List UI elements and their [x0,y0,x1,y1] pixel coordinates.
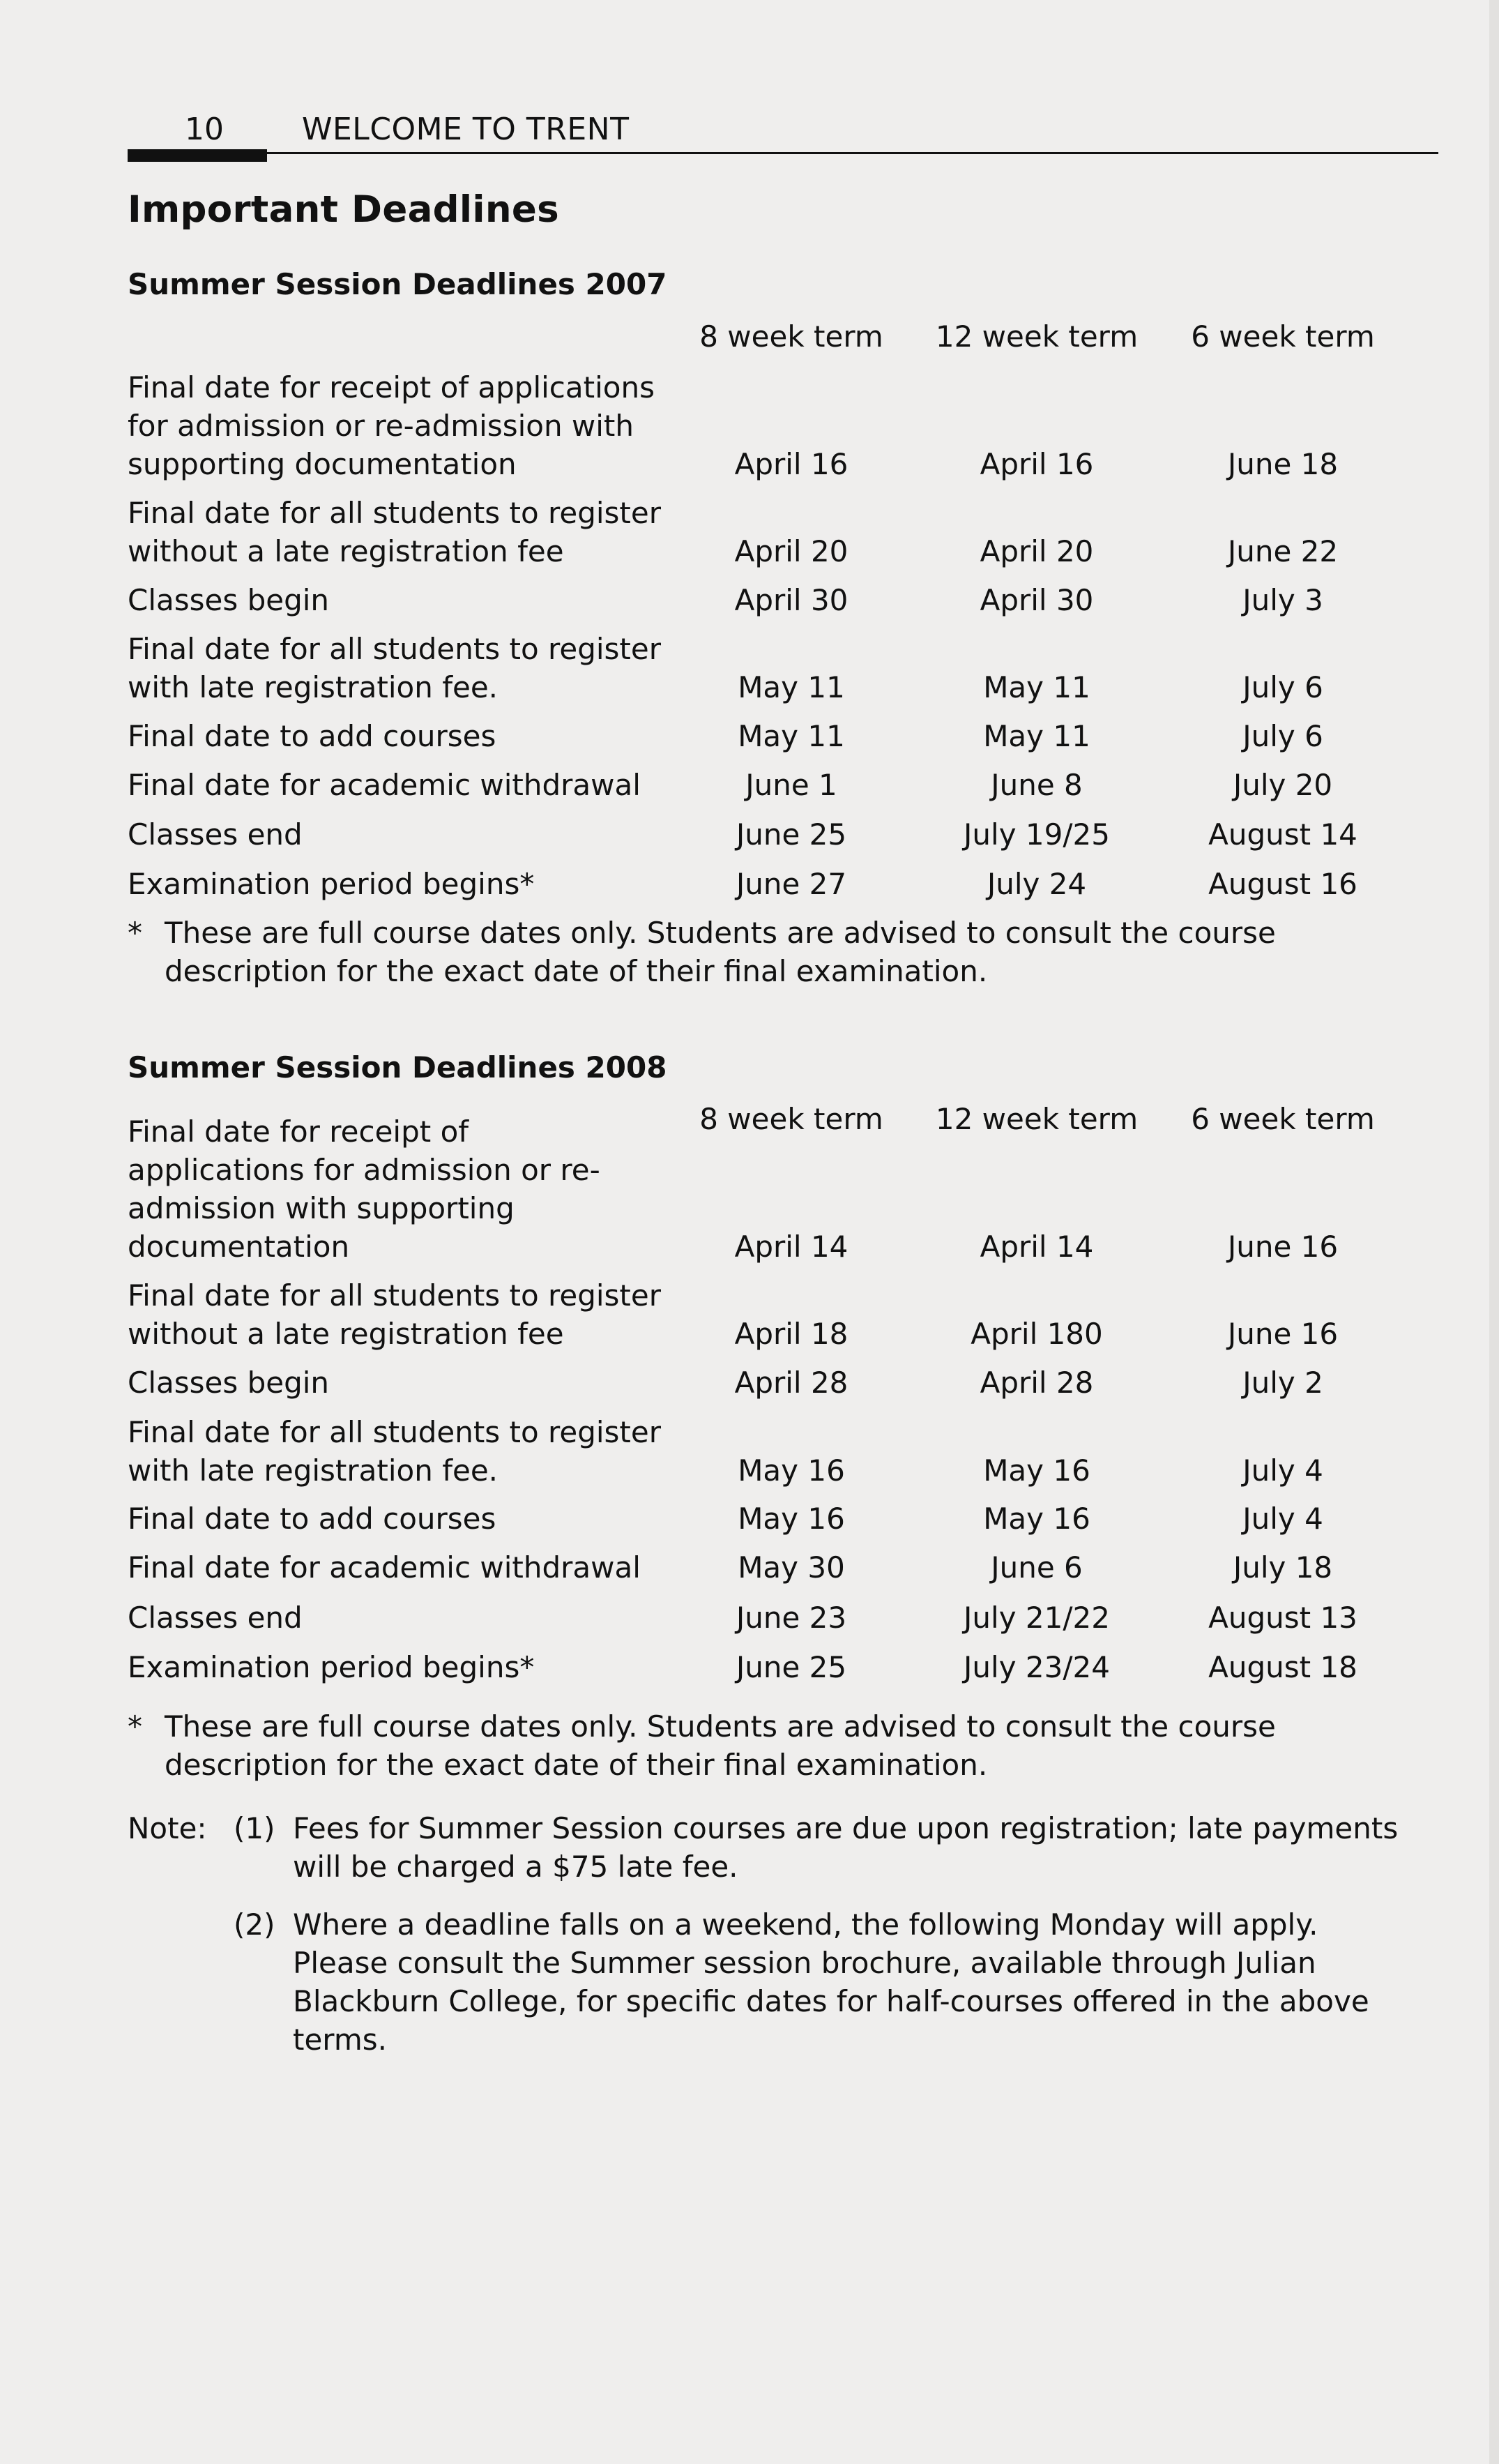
note-item-number: (2) [234,1907,275,1942]
page-title: Important Deadlines [128,188,559,231]
column-header: 12 week term [935,1102,1139,1136]
cell-6-week: July 2 [1242,1366,1323,1400]
column-header: 6 week term [1191,319,1375,354]
header-rule [128,152,1438,154]
cell-8-week: May 11 [738,670,845,704]
table-row [0,1499,1499,1538]
running-title: WELCOME TO TRENT [302,112,630,147]
section-heading-2007: Summer Session Deadlines 2007 [128,267,667,301]
column-header: 12 week term [935,319,1139,354]
cell-8-week: April 30 [734,583,849,617]
cell-6-week: July 6 [1242,719,1323,753]
footnote-marker: * [128,916,142,950]
cell-6-week: July 4 [1242,1453,1323,1488]
row-label: Final date for receipt of applications for admission or re-admission with supporting documentation [128,370,655,481]
cell-8-week: April 14 [734,1230,849,1264]
row-label: Final date for all students to register without a late registration fee [128,496,662,568]
table-row [0,494,1499,570]
cell-6-week: July 18 [1233,1550,1333,1585]
table-row [0,766,1499,804]
cell-8-week: June 25 [736,1650,847,1684]
table-row [0,815,1499,854]
note-item-number: (1) [234,1811,275,1845]
footnote-2008 [128,1707,1424,1784]
cell-12-week: June 8 [991,768,1083,802]
cell-12-week: June 6 [991,1550,1083,1585]
table-row [0,717,1499,755]
cell-12-week: April 16 [980,447,1094,481]
note-label: Note: [128,1811,207,1845]
column-headers-2007 [0,319,1499,361]
cell-12-week: April 180 [971,1317,1103,1351]
table-row [0,1413,1499,1490]
cell-12-week: May 11 [983,670,1090,704]
cell-12-week: April 30 [980,583,1094,617]
table-row [0,865,1499,903]
cell-6-week: June 18 [1227,447,1339,481]
row-label: Final date to add courses [128,1502,496,1536]
cell-6-week: July 20 [1233,768,1333,802]
cell-12-week: July 24 [987,867,1087,901]
cell-6-week: August 16 [1208,867,1357,901]
cell-12-week: April 20 [980,534,1094,568]
cell-12-week: July 23/24 [964,1650,1110,1684]
cell-6-week: August 14 [1208,817,1357,852]
section-heading-2008: Summer Session Deadlines 2008 [128,1050,667,1084]
column-header: 8 week term [699,319,883,354]
table-row [0,368,1499,483]
cell-8-week: May 16 [738,1453,845,1488]
table-row [0,581,1499,619]
row-label: Final date for receipt of applications for admission or re-admission with supporting documentation [128,1114,600,1264]
table-row [0,1598,1499,1637]
cell-8-week: April 18 [734,1317,849,1351]
footnote-text: These are full course dates only. Students are advised to consult the course description for the exact date of their final examination. [165,916,1276,988]
row-label: Classes begin [128,583,330,617]
row-label: Examination period begins* [128,867,535,901]
footnote-text: These are full course dates only. Students are advised to consult the course description for the exact date of their final examination. [165,1709,1276,1782]
cell-6-week: July 3 [1242,583,1323,617]
cell-8-week: June 27 [736,867,847,901]
footnote-2007 [128,914,1424,990]
cell-6-week: June 16 [1227,1230,1339,1264]
cell-6-week: August 13 [1208,1601,1357,1635]
cell-6-week: June 22 [1227,534,1339,568]
cell-8-week: May 16 [738,1502,845,1536]
cell-12-week: April 28 [980,1366,1094,1400]
cell-6-week: July 6 [1242,670,1323,704]
cell-8-week: April 20 [734,534,849,568]
row-label: Final date for academic withdrawal [128,768,641,802]
table-row [0,1548,1499,1587]
cell-6-week: August 18 [1208,1650,1357,1684]
cell-12-week: May 11 [983,719,1090,753]
column-header: 6 week term [1191,1102,1375,1136]
cell-8-week: April 28 [734,1366,849,1400]
footnote-marker: * [128,1709,142,1744]
cell-8-week: May 11 [738,719,845,753]
row-label: Classes end [128,817,303,852]
cell-8-week: April 16 [734,447,849,481]
cell-12-week: May 16 [983,1502,1090,1536]
table-row [0,1648,1499,1686]
cell-6-week: June 16 [1227,1317,1339,1351]
cell-8-week: June 1 [745,768,837,802]
row-label: Final date for all students to register with late registration fee. [128,632,662,704]
note-item-text: Where a deadline falls on a weekend, the following Monday will apply. Please consult the Summer session brochure, available through Julian Blackburn College, for specific dates for half-courses offered in the above terms. [293,1907,1369,2057]
page-number: 10 [185,112,224,147]
table-row [0,1276,1499,1353]
row-label: Classes begin [128,1366,330,1400]
header-rule-accent [128,149,267,162]
row-label: Final date for all students to register without a late registration fee [128,1278,662,1351]
row-label: Examination period begins* [128,1650,535,1684]
cell-12-week: May 16 [983,1453,1090,1488]
cell-8-week: May 30 [738,1550,845,1585]
cell-8-week: June 23 [736,1601,847,1635]
table-row [0,1363,1499,1402]
row-label: Final date for academic withdrawal [128,1550,641,1585]
column-header: 8 week term [699,1102,883,1136]
table-row [0,630,1499,706]
row-label: Final date for all students to register with late registration fee. [128,1415,662,1488]
cell-12-week: July 21/22 [964,1601,1110,1635]
note-item-text: Fees for Summer Session courses are due upon registration; late payments will be charged a $75 late fee. [293,1811,1399,1884]
cell-6-week: July 4 [1242,1502,1323,1536]
cell-8-week: June 25 [736,817,847,852]
row-label: Final date to add courses [128,719,496,753]
cell-12-week: July 19/25 [964,817,1110,852]
cell-12-week: April 14 [980,1230,1094,1264]
row-label: Classes end [128,1601,303,1635]
